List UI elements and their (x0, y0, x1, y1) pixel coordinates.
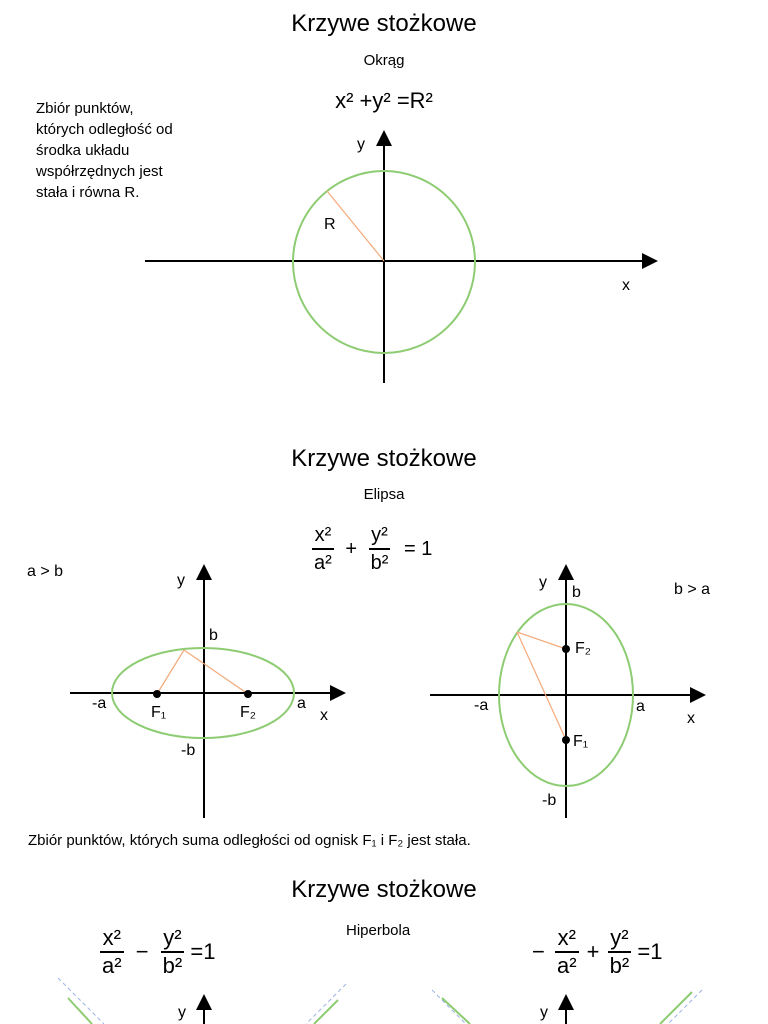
ellipse-subtitle: Elipsa (363, 486, 405, 503)
ellipse-right-f1-label: F₁ (573, 733, 589, 750)
hyperbola-eq-numerator: x² (100, 925, 124, 953)
hyperbola-left-equation (100, 925, 215, 979)
ellipse-left-y-label: y (177, 572, 185, 589)
hyperbola-eq-numerator: x² (555, 925, 579, 953)
hyperbola-right-plus: + (586, 939, 600, 964)
ellipse-eq-numerator: y² (369, 522, 391, 550)
circle-equation: x² +y² =R² (335, 88, 433, 113)
ellipse-left-x-label: x (320, 707, 328, 724)
ellipse-left-b-label: b (209, 627, 218, 644)
ellipse-left-focal-line (184, 650, 248, 694)
circle-subtitle: Okrąg (363, 52, 405, 69)
circle-x-label: x (622, 277, 630, 294)
ellipse-right-condition: b > a (674, 581, 711, 598)
circle-y-label: y (357, 136, 365, 153)
ellipse-left-focus-f2 (244, 690, 252, 698)
ellipse-eq-denominator: b² (370, 552, 389, 574)
hyperbola-right-y-label: y (540, 1004, 548, 1021)
ellipse-right-a-label: a (636, 698, 645, 715)
ellipse-section-title: Krzywe stożkowe (291, 445, 477, 472)
circle-description-line: Zbiór punktów, (36, 100, 134, 117)
hyperbola-eq-denominator: a² (102, 953, 122, 978)
ellipse-equation (312, 522, 432, 576)
ellipse-eq-plus: + (345, 537, 358, 560)
circle-description-line: współrzędnych jest (36, 163, 163, 180)
hyperbola-right-rhs: =1 (637, 939, 663, 964)
hyperbola-left-fraction-x (100, 925, 124, 979)
hyperbola-eq-denominator: b² (162, 953, 183, 978)
hyperbola-eq-numerator: y² (608, 925, 632, 953)
ellipse-eq-rhs: = 1 (403, 537, 433, 560)
hyperbola-right-equation (532, 925, 662, 979)
hyperbola-left-minus: − (135, 939, 149, 964)
ellipse-left-condition: a > b (27, 563, 64, 580)
hyperbola-right-branch (660, 992, 692, 1024)
ellipse-eq-denominator: a² (314, 552, 332, 574)
circle-description-line: których odległość od (36, 121, 173, 138)
ellipse-right-focus-f1 (562, 736, 570, 744)
hyperbola-left-asymptote (306, 984, 346, 1024)
ellipse-left-neg-a-label: -a (92, 695, 107, 712)
hyperbola-left-asymptote (58, 978, 104, 1024)
hyperbola-right-fraction-y (608, 925, 632, 979)
ellipse-right-focal-line (517, 632, 566, 740)
hyperbola-section-title: Krzywe stożkowe (291, 876, 477, 903)
hyperbola-right-asymptote (432, 990, 466, 1024)
ellipse-right-focus-f2 (562, 645, 570, 653)
ellipse-eq-fraction-x (312, 522, 334, 576)
hyperbola-right-fraction-x (555, 925, 579, 979)
hyperbola-eq-numerator: y² (161, 925, 185, 953)
ellipse-right-neg-a-label: -a (474, 697, 489, 714)
hyperbola-eq-denominator: b² (609, 953, 630, 978)
ellipse-description: Zbiór punktów, których suma odległości od ognisk F₁ i F₂ jest stała. (28, 832, 471, 849)
hyperbola-left-fraction-y (161, 925, 185, 979)
ellipse-right-f2-label: F₂ (575, 640, 591, 657)
hyperbola-subtitle: Hiperbola (346, 922, 411, 939)
ellipse-left-focal-line (157, 650, 184, 694)
ellipse-eq-numerator: x² (312, 522, 334, 550)
hyperbola-left-branch (68, 998, 92, 1024)
ellipse-left-focus-f1 (153, 690, 161, 698)
ellipse-left-f1-label: F₁ (151, 704, 167, 721)
ellipse-right-neg-b-label: -b (542, 792, 557, 809)
ellipse-right-y-label: y (539, 574, 547, 591)
ellipse-left-neg-b-label: -b (181, 742, 196, 759)
hyperbola-left-rhs: =1 (190, 939, 216, 964)
ellipse-left-a-label: a (297, 695, 306, 712)
circle-description-line: środka układu (36, 142, 130, 159)
hyperbola-right-asymptote (668, 990, 702, 1024)
ellipse-left-f2-label: F₂ (240, 704, 256, 721)
hyperbola-left-y-label: y (178, 1004, 186, 1021)
ellipse-right-x-label: x (687, 710, 695, 727)
circle-description-line: stała i równa R. (36, 184, 140, 201)
hyperbola-eq-denominator: a² (556, 953, 577, 978)
ellipse-eq-fraction-y (369, 522, 391, 576)
ellipse-right-focal-line (517, 632, 566, 649)
circle-radius-label: R (324, 216, 336, 233)
circle-section-title: Krzywe stożkowe (291, 10, 477, 37)
hyperbola-right-branch (442, 998, 470, 1024)
hyperbola-right-minus: − (532, 939, 545, 964)
ellipse-right-b-label: b (572, 584, 581, 601)
